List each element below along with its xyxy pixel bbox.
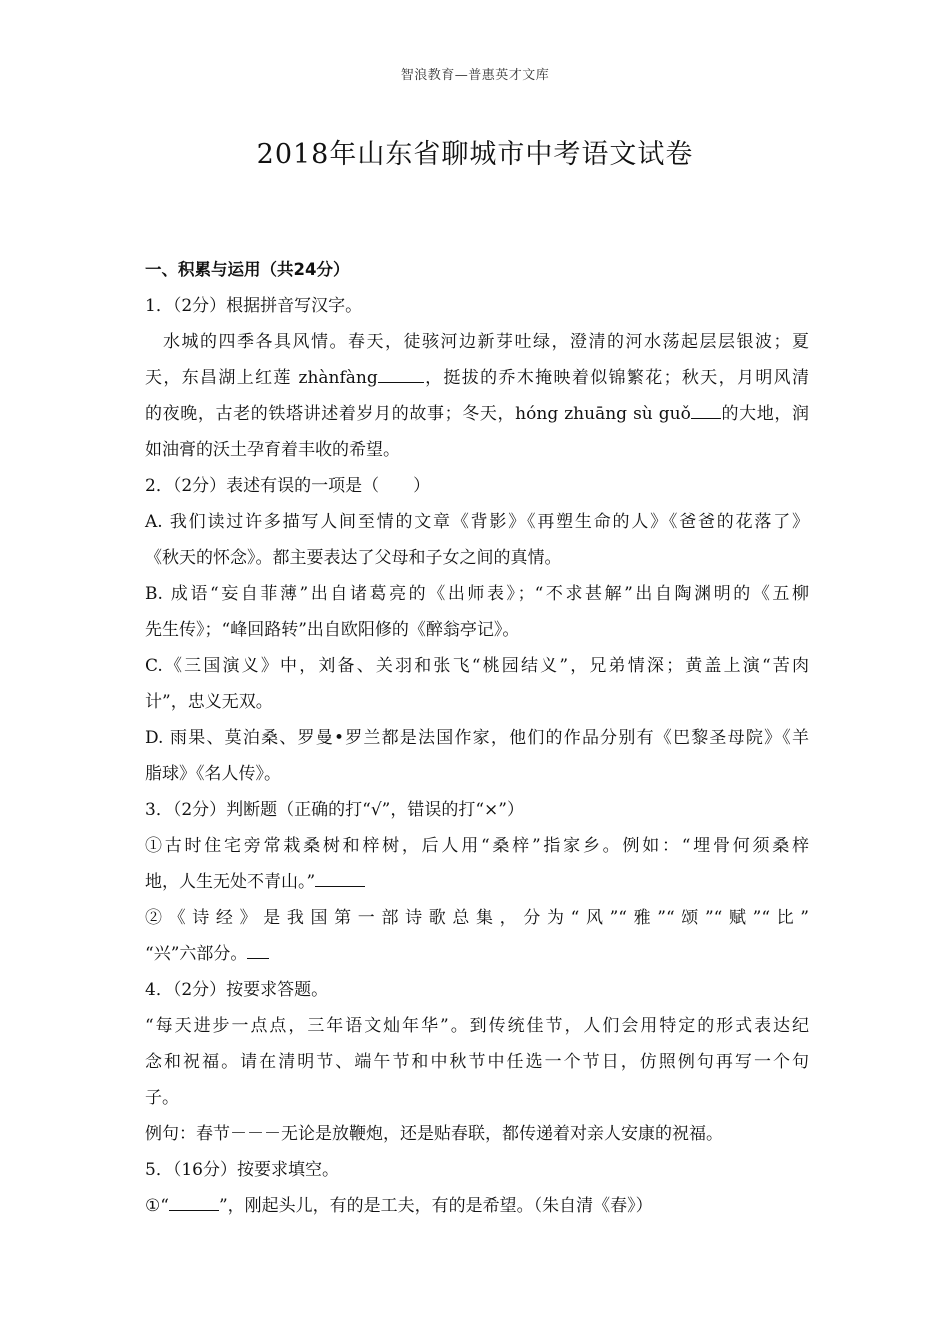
answer-blank[interactable] (169, 1190, 219, 1211)
question-4-text-line: 念和祝福。请在清明节、端午节和中秋节中任选一个节日，仿照例句再写一个句 (145, 1052, 809, 1072)
question-1-passage-line: 水城的四季各具风情。春天，徒骇河边新芽吐绿，澄清的河水荡起层层银波；夏 (163, 332, 809, 352)
question-3-item-2 (145, 936, 809, 972)
question-2-stem: 2．（2分）表述有误的一项是（ ） (145, 476, 431, 496)
option-b-line: B. 成语“妄自菲薄”出自诸葛亮的《出师表》；“不求甚解”出自陶渊明的《五柳 (145, 584, 809, 604)
question-5-text: ”，刚起头儿，有的是工夫，有的是希望。（朱自清《春》） (218, 1196, 653, 1216)
question-4-stem: 4．（2分）按要求答题。 (145, 980, 329, 1000)
question-3-text: 地，人生无处不青山。” (145, 872, 316, 892)
page-header-source: 智浪教育—普惠英才文库 (400, 68, 550, 83)
question-4-example: 例句：春节－－－无论是放鞭炮，还是贴春联，都传递着对亲人安康的祝福。 (145, 1124, 723, 1144)
question-5-text: ①“ (145, 1196, 169, 1216)
question-1-stem: 1．（2分）根据拼音写汉字。 (145, 296, 363, 316)
exam-content (145, 252, 809, 1224)
question-5-item-1 (145, 1188, 809, 1224)
option-d-line: 脂球》《名人传》。 (145, 764, 281, 784)
option-d-line: D. 雨果、莫泊桑、罗曼•罗兰都是法国作家，他们的作品分别有《巴黎圣母院》《羊 (145, 728, 809, 748)
answer-blank[interactable] (247, 938, 269, 959)
question-3-item-1: ①古时住宅旁常栽桑树和梓树，后人用“桑梓”指家乡。例如：“埋骨何须桑梓 (145, 836, 809, 856)
option-a-line: 《秋天的怀念》。都主要表达了父母和子女之间的真情。 (145, 548, 562, 568)
question-4-text-line: 子。 (145, 1088, 179, 1108)
answer-blank[interactable] (691, 398, 721, 419)
question-1-passage-line (145, 396, 809, 432)
question-1-text: 的大地，润 (720, 404, 809, 424)
option-b-line: 先生传》；“峰回路转”出自欧阳修的《醉翁亭记》。 (145, 620, 520, 640)
question-1-text: 的夜晚，古老的铁塔讲述着岁月的故事；冬天，hóng zhuāng sù guǒ (145, 404, 691, 424)
question-4-text-line: “每天进步一点点，三年语文灿年华”。到传统佳节，人们会用特定的形式表达纪 (145, 1016, 809, 1036)
question-3-item-2: ②《诗经》是我国第一部诗歌总集，分为“风”“雅”“颂”“赋”“比” (145, 908, 809, 928)
question-1-passage-line (145, 360, 809, 396)
answer-blank[interactable] (315, 866, 365, 887)
section-heading: 一、积累与运用（共24分） (145, 260, 350, 279)
option-c-line: C.《三国演义》中，刘备、关羽和张飞“桃园结义”，兄弟情深；黄盖上演“苦肉 (145, 656, 809, 676)
option-c-line: 计”，忠义无双。 (145, 692, 273, 712)
question-1-text: 天，东昌湖上红莲 zhànfàng (145, 368, 378, 388)
question-3-text: “兴”六部分。 (145, 944, 248, 964)
page-title: 2018年山东省聊城市中考语文试卷 (256, 139, 694, 170)
question-3-item-1 (145, 864, 809, 900)
option-a-line: A. 我们读过许多描写人间至情的文章《背影》《再塑生命的人》《爸爸的花落了》 (145, 512, 809, 532)
question-3-stem: 3．（2分）判断题（正确的打“√”，错误的打“×”） (145, 800, 524, 820)
answer-blank[interactable] (378, 362, 424, 383)
question-1-text: ，挺拔的乔木掩映着似锦繁花；秋天，月明风清 (423, 368, 810, 388)
question-5-stem: 5．（16分）按要求填空。 (145, 1160, 339, 1180)
question-1-passage-line: 如油膏的沃土孕育着丰收的希望。 (145, 440, 400, 460)
